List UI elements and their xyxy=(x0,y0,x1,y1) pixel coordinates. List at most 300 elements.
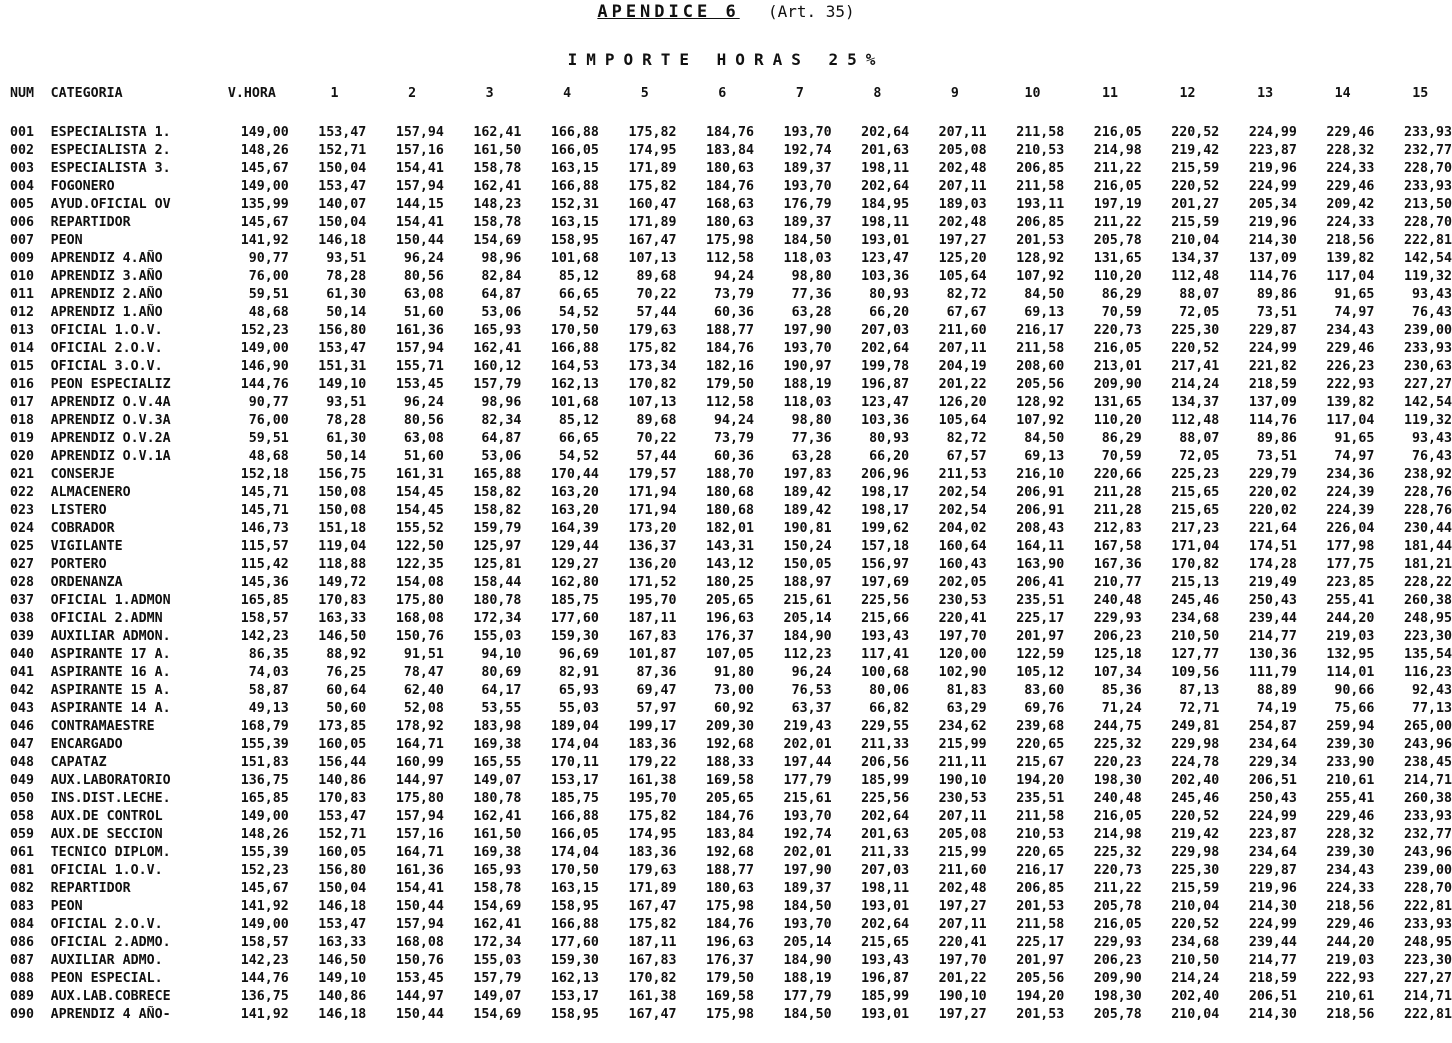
table-row xyxy=(10,502,1452,520)
cell-hour-9: 160,43 xyxy=(938,557,987,572)
cell-hour-9: 189,03 xyxy=(938,197,987,212)
table-row xyxy=(10,988,1452,1006)
cell-hour-1: 150,04 xyxy=(318,881,367,896)
cell-hour-14: 117,04 xyxy=(1326,269,1375,284)
cell-valor-hora: 158,57 xyxy=(240,611,289,626)
cell-hour-8: 202,64 xyxy=(861,917,910,932)
cell-hour-14: 222,93 xyxy=(1326,971,1375,986)
cell-hour-12: 219,42 xyxy=(1171,827,1220,842)
cell-hour-15: 233,93 xyxy=(1403,179,1452,194)
cell-categoria: PEON xyxy=(50,899,83,914)
cell-hour-10: 122,59 xyxy=(1016,647,1065,662)
cell-hour-2: 150,44 xyxy=(395,1007,444,1022)
cell-hour-12: 215,65 xyxy=(1171,503,1220,518)
cell-hour-13: 218,59 xyxy=(1248,971,1297,986)
cell-hour-13: 221,64 xyxy=(1248,521,1297,536)
cell-categoria: AYUD.OFICIAL OV xyxy=(50,197,171,212)
cell-hour-12: 245,46 xyxy=(1171,593,1220,608)
cell-hour-12: 229,98 xyxy=(1171,737,1220,752)
cell-hour-14: 229,46 xyxy=(1326,809,1375,824)
cell-hour-11: 205,78 xyxy=(1093,899,1142,914)
cell-hour-4: 166,88 xyxy=(550,125,599,140)
cell-hour-4: 158,95 xyxy=(550,233,599,248)
cell-hour-8: 201,63 xyxy=(861,827,910,842)
cell-hour-10: 201,53 xyxy=(1016,233,1065,248)
cell-hour-5: 57,44 xyxy=(636,305,677,320)
cell-hour-14: 234,43 xyxy=(1326,863,1375,878)
cell-hour-3: 169,38 xyxy=(473,737,522,752)
cell-categoria: VIGILANTE xyxy=(50,539,123,554)
cell-hour-10: 239,68 xyxy=(1016,719,1065,734)
cell-hour-2: 150,44 xyxy=(395,899,444,914)
cell-hour-1: 153,47 xyxy=(318,179,367,194)
cell-hour-15: 248,95 xyxy=(1403,611,1452,626)
cell-hour-3: 165,93 xyxy=(473,863,522,878)
cell-hour-15: 135,54 xyxy=(1403,647,1452,662)
cell-hour-6: 94,24 xyxy=(714,413,755,428)
cell-hour-13: 223,87 xyxy=(1248,827,1297,842)
cell-hour-9: 190,10 xyxy=(938,773,987,788)
cell-hour-15: 228,22 xyxy=(1403,575,1452,590)
cell-hour-9: 220,41 xyxy=(938,935,987,950)
cell-hour-14: 177,75 xyxy=(1326,557,1375,572)
cell-hour-15: 227,27 xyxy=(1403,971,1452,986)
cell-hour-4: 189,04 xyxy=(550,719,599,734)
cell-categoria: CONSERJE xyxy=(50,467,115,482)
cell-hour-12: 225,23 xyxy=(1171,467,1220,482)
cell-hour-15: 214,71 xyxy=(1403,773,1452,788)
cell-hour-7: 193,70 xyxy=(783,917,832,932)
cell-hour-14: 224,33 xyxy=(1326,881,1375,896)
cell-hour-2: 51,60 xyxy=(403,449,444,464)
cell-hour-5: 183,36 xyxy=(628,845,677,860)
cell-hour-10: 216,17 xyxy=(1016,863,1065,878)
cell-hour-12: 134,37 xyxy=(1171,395,1220,410)
cell-num: 041 xyxy=(10,665,35,680)
cell-hour-14: 210,61 xyxy=(1326,989,1375,1004)
cell-hour-8: 206,96 xyxy=(861,467,910,482)
cell-hour-3: 82,84 xyxy=(481,269,522,284)
cell-hour-15: 239,00 xyxy=(1403,323,1452,338)
cell-hour-10: 205,56 xyxy=(1016,971,1065,986)
cell-hour-15: 77,13 xyxy=(1411,701,1452,716)
table-row xyxy=(10,160,1452,178)
cell-hour-4: 162,13 xyxy=(550,377,599,392)
cell-hour-6: 60,36 xyxy=(714,449,755,464)
cell-hour-12: 201,27 xyxy=(1171,197,1220,212)
table-row xyxy=(10,1006,1452,1024)
cell-hour-3: 154,69 xyxy=(473,899,522,914)
cell-hour-12: 214,24 xyxy=(1171,971,1220,986)
cell-hour-10: 216,17 xyxy=(1016,323,1065,338)
cell-hour-11: 220,66 xyxy=(1093,467,1142,482)
cell-hour-9: 82,72 xyxy=(946,287,987,302)
cell-hour-2: 80,56 xyxy=(403,413,444,428)
cell-hour-7: 193,70 xyxy=(783,341,832,356)
cell-hour-11: 198,30 xyxy=(1093,989,1142,1004)
cell-num: 050 xyxy=(10,791,35,806)
cell-num: 083 xyxy=(10,899,35,914)
cell-hour-10: 225,17 xyxy=(1016,935,1065,950)
cell-hour-8: 199,78 xyxy=(861,359,910,374)
cell-hour-6: 112,58 xyxy=(706,395,755,410)
cell-hour-14: 74,97 xyxy=(1334,449,1375,464)
cell-num: 022 xyxy=(10,485,35,500)
cell-hour-15: 181,21 xyxy=(1403,557,1452,572)
cell-hour-3: 158,78 xyxy=(473,215,522,230)
cell-hour-4: 129,44 xyxy=(550,539,599,554)
cell-hour-4: 170,11 xyxy=(550,755,599,770)
cell-categoria: APRENDIZ 4.AÑO xyxy=(50,251,163,266)
cell-hour-13: 218,59 xyxy=(1248,377,1297,392)
cell-hour-12: 217,23 xyxy=(1171,521,1220,536)
cell-hour-6: 143,31 xyxy=(706,539,755,554)
cell-hour-12: 202,40 xyxy=(1171,773,1220,788)
cell-hour-9: 197,27 xyxy=(938,899,987,914)
cell-hour-2: 122,35 xyxy=(395,557,444,572)
header-hour-7: 7 xyxy=(795,86,804,101)
cell-hour-15: 228,76 xyxy=(1403,485,1452,500)
table-row xyxy=(10,430,1452,448)
cell-hour-15: 214,71 xyxy=(1403,989,1452,1004)
cell-hour-13: 214,30 xyxy=(1248,899,1297,914)
cell-hour-14: 177,98 xyxy=(1326,539,1375,554)
header-hour-13: 13 xyxy=(1257,86,1274,101)
cell-hour-10: 128,92 xyxy=(1016,395,1065,410)
cell-hour-15: 233,93 xyxy=(1403,341,1452,356)
cell-hour-15: 228,76 xyxy=(1403,503,1452,518)
cell-categoria: ESPECIALISTA 1. xyxy=(50,125,171,140)
cell-hour-3: 165,55 xyxy=(473,755,522,770)
cell-hour-2: 154,41 xyxy=(395,215,444,230)
cell-num: 006 xyxy=(10,215,35,230)
cell-hour-8: 193,01 xyxy=(861,899,910,914)
cell-hour-5: 171,89 xyxy=(628,215,677,230)
cell-hour-6: 94,24 xyxy=(714,269,755,284)
cell-hour-5: 70,22 xyxy=(636,431,677,446)
cell-hour-3: 162,41 xyxy=(473,125,522,140)
cell-valor-hora: 49,13 xyxy=(248,701,289,716)
cell-hour-11: 110,20 xyxy=(1093,413,1142,428)
cell-hour-2: 63,08 xyxy=(403,287,444,302)
cell-num: 014 xyxy=(10,341,35,356)
cell-hour-11: 214,98 xyxy=(1093,827,1142,842)
cell-hour-2: 168,08 xyxy=(395,611,444,626)
cell-hour-3: 160,12 xyxy=(473,359,522,374)
cell-num: 011 xyxy=(10,287,35,302)
cell-hour-4: 163,20 xyxy=(550,485,599,500)
cell-hour-13: 234,64 xyxy=(1248,845,1297,860)
cell-hour-6: 175,98 xyxy=(706,1007,755,1022)
cell-hour-5: 70,22 xyxy=(636,287,677,302)
cell-hour-14: 229,46 xyxy=(1326,125,1375,140)
cell-hour-1: 146,50 xyxy=(318,629,367,644)
cell-hour-7: 77,36 xyxy=(791,431,832,446)
cell-valor-hora: 168,79 xyxy=(240,719,289,734)
cell-hour-6: 143,12 xyxy=(706,557,755,572)
cell-hour-4: 163,15 xyxy=(550,161,599,176)
cell-hour-7: 63,28 xyxy=(791,305,832,320)
cell-hour-6: 60,36 xyxy=(714,305,755,320)
table-row xyxy=(10,520,1452,538)
cell-hour-2: 91,51 xyxy=(403,647,444,662)
cell-hour-9: 105,64 xyxy=(938,413,987,428)
cell-hour-8: 156,97 xyxy=(861,557,910,572)
cell-hour-13: 224,99 xyxy=(1248,917,1297,932)
cell-valor-hora: 145,67 xyxy=(240,881,289,896)
cell-hour-14: 224,33 xyxy=(1326,215,1375,230)
cell-hour-4: 158,95 xyxy=(550,1007,599,1022)
cell-hour-7: 188,97 xyxy=(783,575,832,590)
cell-hour-4: 162,13 xyxy=(550,971,599,986)
cell-hour-1: 140,07 xyxy=(318,197,367,212)
cell-hour-13: 254,87 xyxy=(1248,719,1297,734)
cell-hour-14: 234,43 xyxy=(1326,323,1375,338)
cell-hour-13: 229,87 xyxy=(1248,863,1297,878)
cell-hour-15: 119,32 xyxy=(1403,269,1452,284)
cell-hour-8: 211,33 xyxy=(861,737,910,752)
table-row xyxy=(10,646,1452,664)
cell-hour-8: 198,17 xyxy=(861,503,910,518)
cell-hour-4: 170,50 xyxy=(550,323,599,338)
cell-valor-hora: 48,68 xyxy=(248,449,289,464)
cell-hour-6: 169,58 xyxy=(706,773,755,788)
cell-valor-hora: 152,23 xyxy=(240,863,289,878)
cell-hour-14: 228,32 xyxy=(1326,827,1375,842)
cell-valor-hora: 76,00 xyxy=(248,269,289,284)
cell-hour-5: 136,20 xyxy=(628,557,677,572)
cell-hour-11: 220,23 xyxy=(1093,755,1142,770)
cell-hour-4: 164,39 xyxy=(550,521,599,536)
cell-categoria: ESPECIALISTA 2. xyxy=(50,143,171,158)
cell-num: 023 xyxy=(10,503,35,518)
cell-hour-1: 146,50 xyxy=(318,953,367,968)
cell-valor-hora: 142,23 xyxy=(240,629,289,644)
cell-hour-11: 216,05 xyxy=(1093,809,1142,824)
table-row xyxy=(10,934,1452,952)
cell-num: 009 xyxy=(10,251,35,266)
cell-hour-12: 215,59 xyxy=(1171,161,1220,176)
cell-hour-11: 213,01 xyxy=(1093,359,1142,374)
cell-categoria: OFICIAL 2.O.V. xyxy=(50,341,163,356)
cell-hour-12: 217,41 xyxy=(1171,359,1220,374)
cell-hour-10: 220,65 xyxy=(1016,845,1065,860)
cell-categoria: INS.DIST.LECHE. xyxy=(50,791,171,806)
cell-hour-10: 211,58 xyxy=(1016,809,1065,824)
cell-num: 021 xyxy=(10,467,35,482)
table-row xyxy=(10,826,1452,844)
cell-hour-8: 199,62 xyxy=(861,521,910,536)
cell-hour-4: 170,44 xyxy=(550,467,599,482)
cell-hour-11: 85,36 xyxy=(1101,683,1142,698)
cell-hour-15: 238,45 xyxy=(1403,755,1452,770)
cell-categoria: APRENDIZ 1.AÑO xyxy=(50,305,163,320)
cell-hour-11: 220,73 xyxy=(1093,323,1142,338)
cell-hour-6: 196,63 xyxy=(706,611,755,626)
header-hour-3: 3 xyxy=(485,86,494,101)
cell-hour-15: 93,43 xyxy=(1411,431,1452,446)
cell-hour-5: 57,97 xyxy=(636,701,677,716)
table-row xyxy=(10,808,1452,826)
cell-hour-4: 166,05 xyxy=(550,143,599,158)
cell-hour-3: 165,93 xyxy=(473,323,522,338)
cell-hour-8: 215,65 xyxy=(861,935,910,950)
cell-hour-6: 205,65 xyxy=(706,791,755,806)
cell-valor-hora: 76,00 xyxy=(248,413,289,428)
cell-hour-4: 164,53 xyxy=(550,359,599,374)
cell-hour-3: 98,96 xyxy=(481,251,522,266)
cell-hour-11: 211,22 xyxy=(1093,161,1142,176)
cell-hour-10: 206,91 xyxy=(1016,503,1065,518)
cell-hour-3: 161,50 xyxy=(473,143,522,158)
cell-hour-9: 197,27 xyxy=(938,1007,987,1022)
cell-hour-3: 180,78 xyxy=(473,593,522,608)
header-hour-4: 4 xyxy=(563,86,572,101)
cell-hour-3: 149,07 xyxy=(473,989,522,1004)
cell-hour-7: 215,61 xyxy=(783,791,832,806)
cell-hour-7: 76,53 xyxy=(791,683,832,698)
cell-hour-1: 140,86 xyxy=(318,989,367,1004)
cell-hour-8: 202,64 xyxy=(861,341,910,356)
cell-hour-7: 189,37 xyxy=(783,161,832,176)
cell-hour-11: 197,19 xyxy=(1093,197,1142,212)
cell-hour-7: 205,14 xyxy=(783,611,832,626)
cell-hour-12: 134,37 xyxy=(1171,251,1220,266)
cell-hour-13: 174,51 xyxy=(1248,539,1297,554)
cell-hour-9: 201,22 xyxy=(938,971,987,986)
table-row xyxy=(10,898,1452,916)
cell-hour-14: 244,20 xyxy=(1326,611,1375,626)
cell-hour-4: 96,69 xyxy=(558,647,599,662)
table-row xyxy=(10,214,1452,232)
cell-hour-2: 164,71 xyxy=(395,737,444,752)
cell-hour-4: 163,15 xyxy=(550,881,599,896)
cell-hour-12: 171,04 xyxy=(1171,539,1220,554)
header-hour-9: 9 xyxy=(950,86,959,101)
cell-hour-9: 67,67 xyxy=(946,305,987,320)
cell-hour-12: 112,48 xyxy=(1171,269,1220,284)
cell-hour-10: 211,58 xyxy=(1016,341,1065,356)
cell-valor-hora: 145,67 xyxy=(240,215,289,230)
cell-hour-13: 206,51 xyxy=(1248,989,1297,1004)
cell-hour-5: 89,68 xyxy=(636,413,677,428)
cell-hour-5: 179,22 xyxy=(628,755,677,770)
cell-num: 082 xyxy=(10,881,35,896)
cell-hour-1: 156,80 xyxy=(318,323,367,338)
cell-hour-3: 64,17 xyxy=(481,683,522,698)
cell-hour-10: 206,85 xyxy=(1016,215,1065,230)
cell-hour-5: 175,82 xyxy=(628,809,677,824)
cell-hour-7: 193,70 xyxy=(783,179,832,194)
cell-hour-5: 195,70 xyxy=(628,593,677,608)
cell-num: 048 xyxy=(10,755,35,770)
cell-hour-1: 50,60 xyxy=(326,701,367,716)
cell-hour-8: 66,20 xyxy=(869,449,910,464)
cell-hour-9: 220,41 xyxy=(938,611,987,626)
cell-num: 025 xyxy=(10,539,35,554)
cell-hour-3: 64,87 xyxy=(481,287,522,302)
cell-hour-4: 174,04 xyxy=(550,737,599,752)
cell-categoria: LISTERO xyxy=(50,503,107,518)
header-hour-1: 1 xyxy=(330,86,339,101)
cell-hour-8: 103,36 xyxy=(861,269,910,284)
cell-hour-10: 211,58 xyxy=(1016,917,1065,932)
cell-hour-5: 179,63 xyxy=(628,323,677,338)
cell-hour-10: 107,92 xyxy=(1016,269,1065,284)
cell-hour-1: 153,47 xyxy=(318,341,367,356)
cell-hour-14: 114,01 xyxy=(1326,665,1375,680)
cell-categoria: APRENDIZ 2.AÑO xyxy=(50,287,163,302)
cell-num: 049 xyxy=(10,773,35,788)
cell-hour-15: 228,70 xyxy=(1403,161,1452,176)
cell-hour-6: 60,92 xyxy=(714,701,755,716)
cell-hour-8: 215,66 xyxy=(861,611,910,626)
cell-hour-11: 210,77 xyxy=(1093,575,1142,590)
cell-hour-12: 210,04 xyxy=(1171,1007,1220,1022)
cell-hour-5: 195,70 xyxy=(628,791,677,806)
cell-hour-6: 180,63 xyxy=(706,881,755,896)
table-row xyxy=(10,340,1452,358)
cell-hour-4: 101,68 xyxy=(550,251,599,266)
cell-hour-9: 82,72 xyxy=(946,431,987,446)
cell-hour-7: 193,70 xyxy=(783,125,832,140)
cell-hour-3: 155,03 xyxy=(473,629,522,644)
table-row xyxy=(10,142,1452,160)
table-row xyxy=(10,358,1452,376)
cell-hour-2: 157,94 xyxy=(395,917,444,932)
cell-hour-1: 149,10 xyxy=(318,971,367,986)
table-row xyxy=(10,556,1452,574)
cell-hour-1: 61,30 xyxy=(326,287,367,302)
cell-hour-12: 245,46 xyxy=(1171,791,1220,806)
wage-table xyxy=(10,84,1452,1024)
cell-hour-13: 206,51 xyxy=(1248,773,1297,788)
table-row xyxy=(10,250,1452,268)
cell-hour-10: 210,53 xyxy=(1016,143,1065,158)
cell-valor-hora: 146,90 xyxy=(240,359,289,374)
cell-num: 081 xyxy=(10,863,35,878)
cell-hour-10: 201,53 xyxy=(1016,899,1065,914)
cell-hour-14: 226,23 xyxy=(1326,359,1375,374)
cell-categoria: OFICIAL 3.O.V. xyxy=(50,359,163,374)
cell-hour-8: 185,99 xyxy=(861,989,910,1004)
cell-hour-9: 202,54 xyxy=(938,485,987,500)
cell-hour-10: 225,17 xyxy=(1016,611,1065,626)
cell-hour-13: 229,79 xyxy=(1248,467,1297,482)
cell-hour-6: 176,37 xyxy=(706,953,755,968)
cell-num: 013 xyxy=(10,323,35,338)
cell-hour-8: 103,36 xyxy=(861,413,910,428)
cell-hour-13: 114,76 xyxy=(1248,413,1297,428)
cell-num: 027 xyxy=(10,557,35,572)
cell-hour-12: 88,07 xyxy=(1179,431,1220,446)
cell-hour-7: 184,90 xyxy=(783,629,832,644)
cell-hour-4: 82,91 xyxy=(558,665,599,680)
cell-categoria: PEON ESPECIALIZ xyxy=(50,377,171,392)
cell-hour-13: 250,43 xyxy=(1248,593,1297,608)
cell-hour-2: 157,16 xyxy=(395,827,444,842)
cell-hour-13: 73,51 xyxy=(1256,305,1297,320)
cell-hour-14: 218,56 xyxy=(1326,233,1375,248)
cell-hour-4: 163,20 xyxy=(550,503,599,518)
cell-hour-14: 210,61 xyxy=(1326,773,1375,788)
header-hour-12: 12 xyxy=(1179,86,1196,101)
table-row xyxy=(10,754,1452,772)
cell-hour-3: 158,78 xyxy=(473,881,522,896)
table-row xyxy=(10,196,1452,214)
cell-hour-7: 192,74 xyxy=(783,827,832,842)
cell-hour-2: 96,24 xyxy=(403,251,444,266)
